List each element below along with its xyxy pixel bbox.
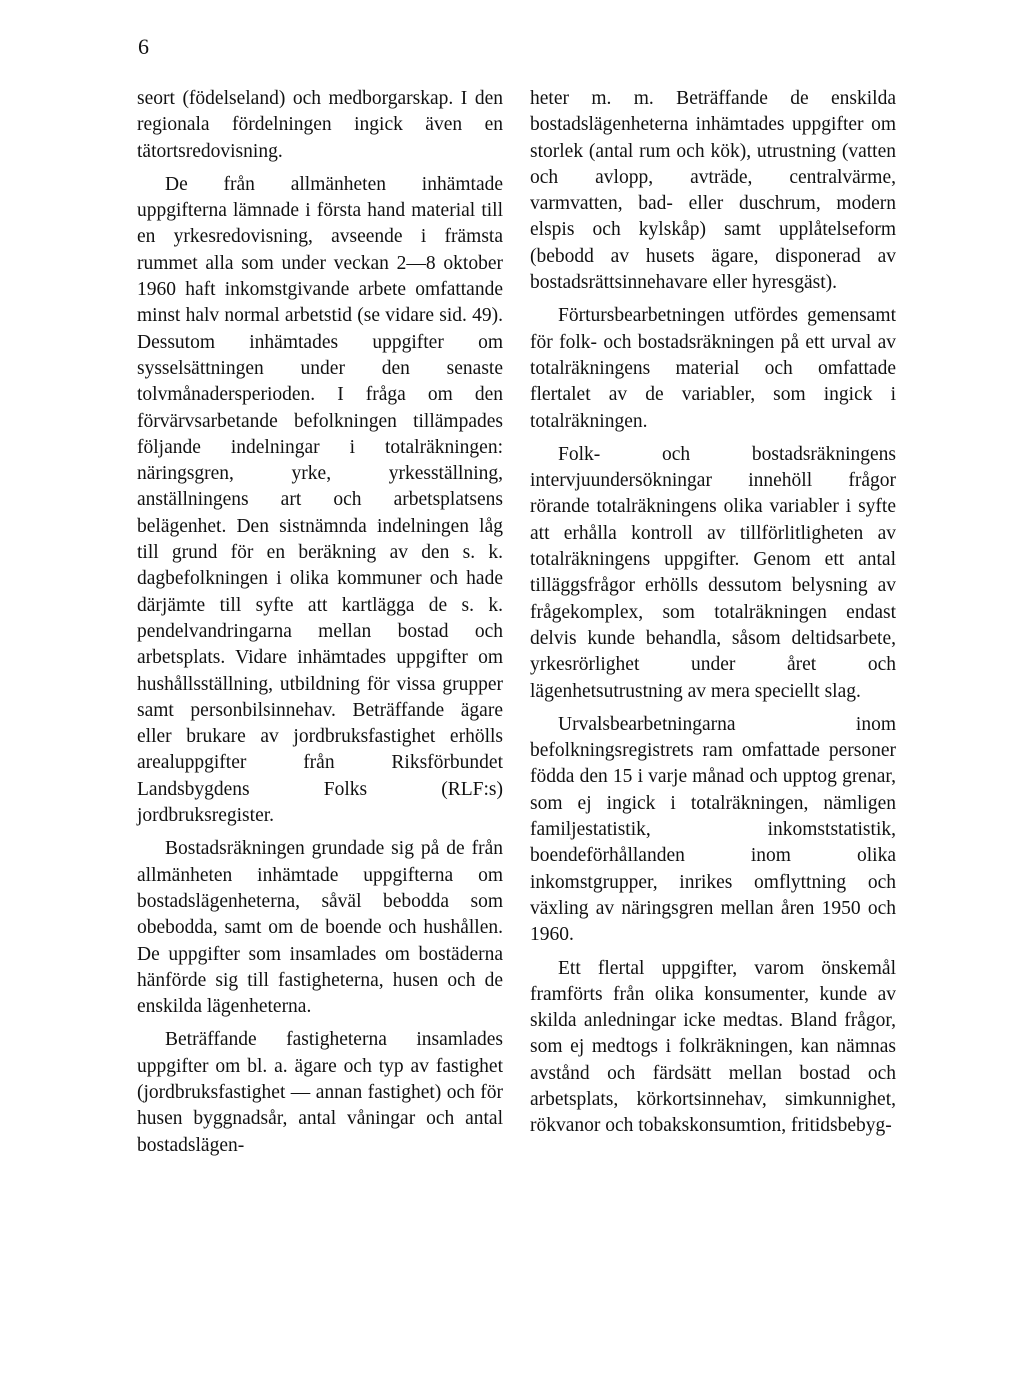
paragraph: Folk- och bostadsräkningens intervjuundersökningar innehöll frågor rörande totalräkningens olika variabler i syfte att erhålla kontroll av tillförlitligheten av totalräkningens uppgifter. Genom ett antal tilläggsfrågor erhölls dessutom belysning av frågekomplex, som totalräkningen endast delvis kunde behandla, såsom deltidsarbete, yrkesrörlighet under året och lägenhetsutrustning av mera speciellt slag. (530, 443, 896, 702)
paragraph: seort (födelseland) och medborgarskap. I den regionala fördelningen ingick även en tätortsredovisning. (137, 88, 503, 162)
paragraph: Beträffande fastigheterna insamlades uppgifter om bl. a. ägare och typ av fastighet (jordbruksfastighet — annan fastighet) och för husen byggnadsår, antal våningar och antal bostadslägen- (137, 1029, 503, 1156)
left-column (137, 86, 503, 1166)
right-column (530, 86, 896, 1147)
paragraph: Bostadsräkningen grundade sig på de från allmänheten inhämtade uppgifterna om bostadslägenheterna, såväl bebodda som obebodda, samt om de boende och hushållen. De uppgifter som insamlades om bostäderna hänförde sig till fastigheterna, husen och de enskilda lägenheterna. (137, 838, 503, 1018)
paragraph: heter m. m. Beträffande de enskilda bostadslägenheterna inhämtades uppgifter om storlek (antal rum och kök), utrustning (vatten och avlopp, avträde, centralvärme, varmvatten, bad- eller duschrum, modern elspis och kylskåp) samt upplåtelseform (bebodd av husets ägare, disponerad av bostadsrättsinnehavare eller hyresgäst). (530, 88, 896, 294)
paragraph: Förtursbearbetningen utfördes gemensamt för folk- och bostadsräkningen på ett urval av totalräkningens material och omfattade flertalet av de variabler, som ingick i totalräkningen. (530, 305, 896, 432)
page-number: 6 (138, 34, 149, 59)
paragraph: Urvalsbearbetningarna inom befolkningsregistrets ram omfattade personer födda den 15 i varje månad och upptog grenar, som ej ingick i totalräkningen, nämligen familjestatistik, inkomststatistik, boendeförhållanden inom olika inkomstgrupper, inrikes omflyttning och växling av näringsgren mellan åren 1950 och 1960. (530, 713, 896, 946)
paragraph: De från allmänheten inhämtade uppgifterna lämnade i första hand material till en yrkesredovisning, avseende i främsta rummet alla som under veckan 2—8 oktober 1960 haft inkomstgivande arbete omfattande minst halv normal arbetstid (se vidare sid. 49). Dessutom inhämtades uppgifter om sysselsättningen under den senaste tolvmånadersperioden. I fråga om den förvärvsarbetande befolkningen tillämpades följande indelningar i totalräkningen: näringsgren, yrke, yrkesställning, anställningens art och arbetsplatsens belägenhet. Den sistnämnda indelningen låg till grund för en beräkning av den s. k. dagbefolkningen i olika kommuner och hade därjämte till syfte att kartlägga de s. k. pendelvandringarna mellan bostad och arbetsplats. Vidare inhämtades uppgifter om hushållsställning, utbildning för vissa grupper samt personbilsinnehav. Beträffande ägare eller brukare av jordbruksfastighet erhölls arealuppgifter från Riksförbundet Landsbygdens Folks (RLF:s) jordbruksregister. (137, 173, 503, 827)
paragraph: Ett flertal uppgifter, varom önskemål framförts från olika konsumenter, kunde av skilda anledningar icke medtas. Bland frågor, som ej medtogs i folkräkningen, kan nämnas avstånd och färdsätt mellan bostad och arbetsplats, körkortsinnehav, simkunnighet, rökvanor och tobakskonsumtion, fritidsbebyg- (530, 957, 896, 1137)
